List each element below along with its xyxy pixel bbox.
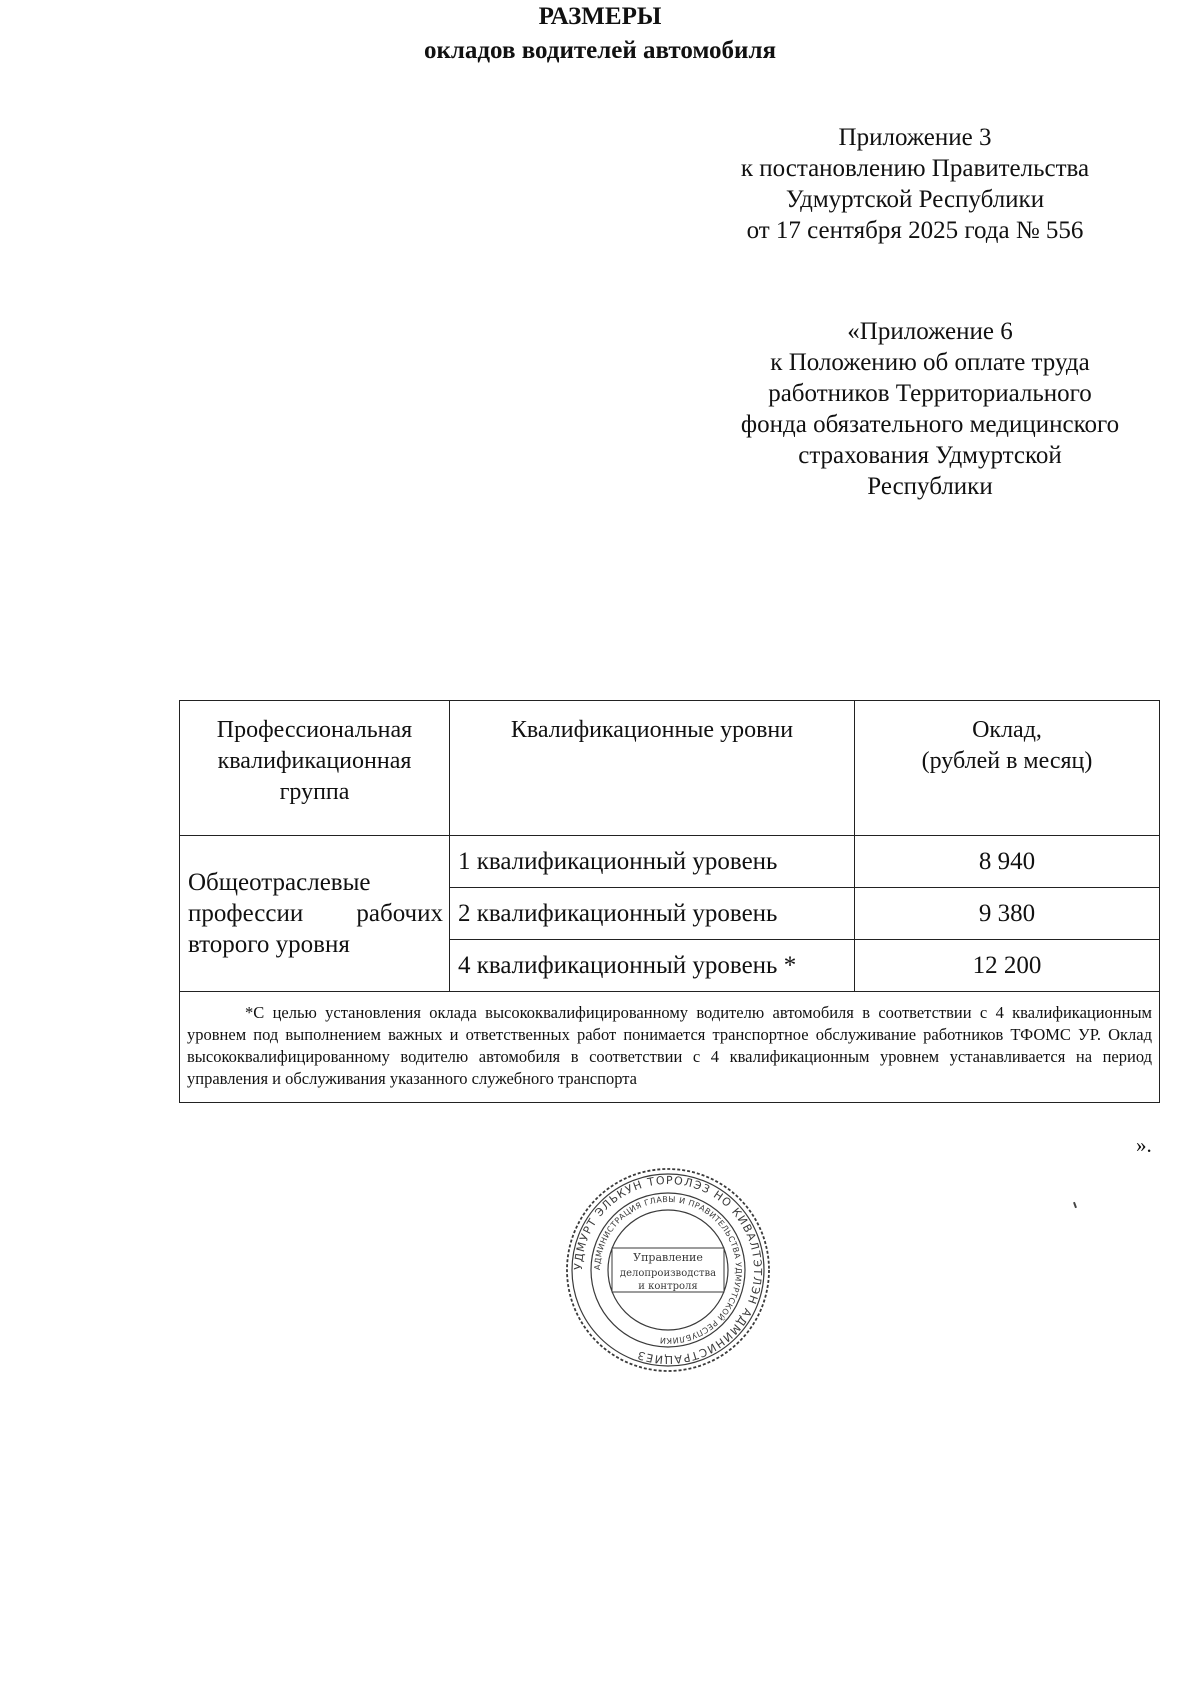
approval-line-3: Удмуртской Республики (785, 186, 1045, 213)
title-main: РАЗМЕРЫ (538, 3, 662, 30)
stamp-outer-text: УДМУРТ ЭЛЬКУН ТОРОЛЭЗ НО КИВАЛТЭТЛЭН АДМИНИСТРАЦИЕЗ (571, 1173, 765, 1367)
attachment-line-1: «Приложение 6 (847, 318, 1013, 345)
attachment-line-2: к Положению об оплате труда (770, 349, 1090, 376)
approval-line-2: к постановлению Правительства (740, 155, 1090, 182)
salary-table (179, 700, 1160, 1103)
header-group-line-2: квалификационная (217, 748, 412, 774)
approval-line-4: от 17 сентября 2025 года № 556 (746, 217, 1084, 244)
salary-cell: 9 380 (855, 888, 1160, 940)
header-salary (855, 701, 1160, 836)
stamp-center-line-2: делопроизводства (619, 1268, 717, 1279)
document-title (0, 0, 1200, 68)
table-note-row (180, 992, 1160, 1103)
table-header-row (180, 701, 1160, 836)
header-salary-line-2: (рублей в месяц) (921, 748, 1093, 774)
footnote-text: *С целью установления оклада высококвалифицированному водителю автомобиля в соответствии с 4 квалификационным уровнем под выполнением важных и ответственных работ понимается транспортное обслуживание работников ТФОМС УР. Оклад высококвалифицированному водителю автомобиля в соответствии с 4 квалификационным уровнем устанавливается на период управления и обслуживания указанного служебного транспорта (187, 1003, 1152, 1088)
approval-reference (700, 122, 1130, 246)
approval-line-1: Приложение 3 (838, 124, 992, 151)
header-levels-text: Квалификационные уровни (510, 717, 794, 743)
attachment-reference (700, 316, 1160, 502)
stamp-center-line-1: Управление (633, 1251, 703, 1264)
attachment-line-4: фонда обязательного медицинского (740, 411, 1120, 438)
table-row (180, 836, 1160, 888)
level-cell: 4 квалификационный уровень * (450, 940, 855, 992)
level-cell: 1 квалификационный уровень (450, 836, 855, 888)
attachment-line-5: страхования Удмуртской (798, 442, 1062, 469)
header-group (180, 701, 450, 836)
attachment-line-6: Республики (867, 473, 993, 500)
level-cell: 2 квалификационный уровень (450, 888, 855, 940)
scan-speck (1073, 1202, 1077, 1208)
salary-cell: 12 200 (855, 940, 1160, 992)
header-group-line-3: группа (279, 779, 350, 805)
salary-cell: 8 940 (855, 836, 1160, 888)
header-levels (450, 701, 855, 836)
attachment-line-3: работников Территориального (768, 380, 1092, 407)
closing-quote: ». (1136, 1133, 1152, 1157)
header-salary-line-1: Оклад, (972, 717, 1042, 743)
stamp-center-line-3: и контроля (638, 1281, 698, 1292)
header-group-line-1: Профессиональная (216, 717, 413, 743)
stamp-inner-text: АДМИНИСТРАЦИЯ ГЛАВЫ И ПРАВИТЕЛЬСТВА УДМУРТСКОЙ РЕСПУБЛИКИ (592, 1194, 744, 1346)
official-stamp (563, 1165, 773, 1375)
title-subtitle: окладов водителей автомобиля (423, 37, 777, 64)
footnote-cell (180, 992, 1160, 1103)
group-name-cell: Общеотраслевые профессии рабочих второго уровня (180, 836, 450, 992)
